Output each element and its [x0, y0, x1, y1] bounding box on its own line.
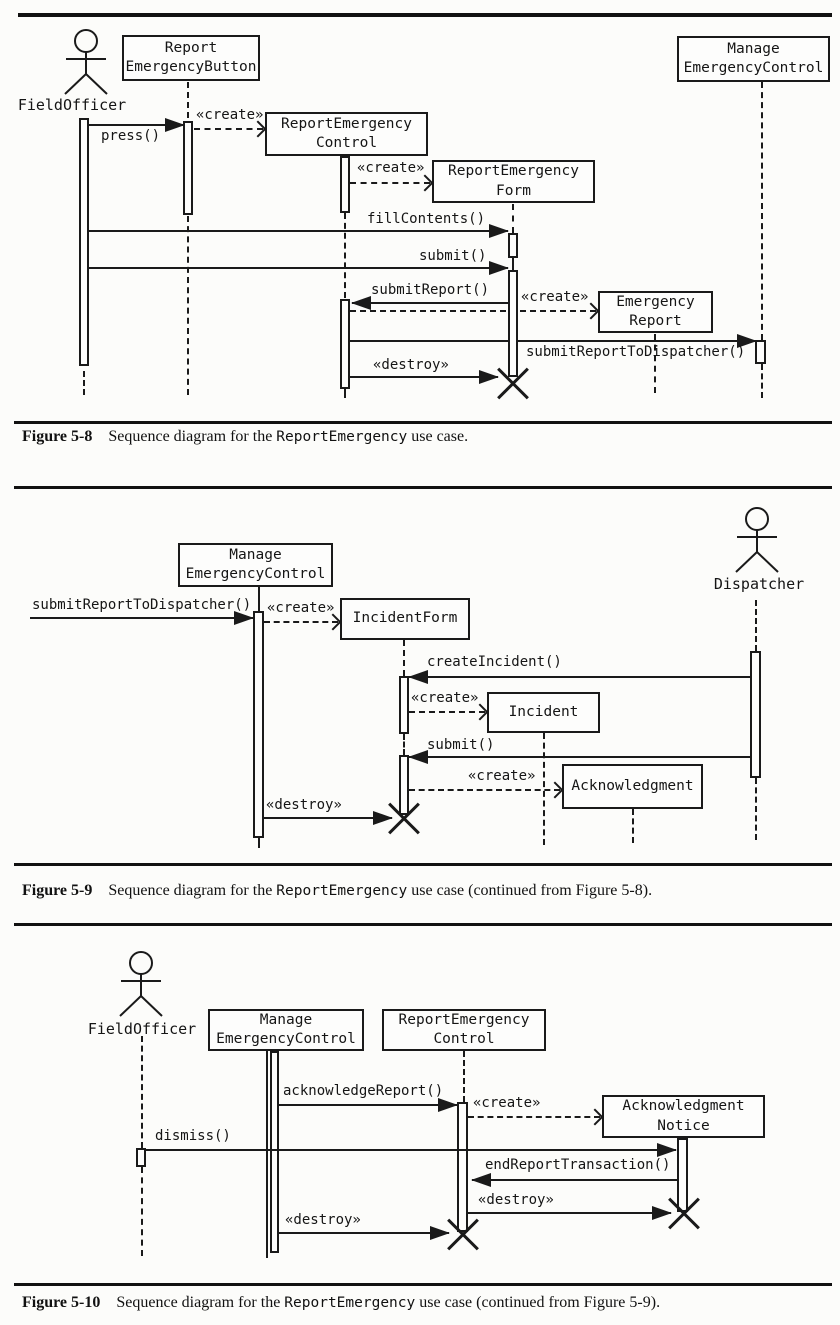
- message-submitreporttodispatcher-label: submitReportToDispatcher(): [32, 597, 252, 613]
- object-box-manage-emergency-control: Manage EmergencyControl: [208, 1009, 364, 1051]
- create-arrow-emergency-report: [350, 310, 596, 312]
- create-arrow-acknowledgment-notice: [468, 1116, 600, 1118]
- open-arrowhead-icon: [472, 704, 489, 721]
- destroy-x-icon: [664, 1192, 704, 1232]
- message-submit-label: submit(): [427, 737, 495, 753]
- message-submit-label: submit(): [419, 248, 487, 264]
- destroy-label: «destroy»: [266, 797, 342, 813]
- arrowhead-icon: [351, 296, 371, 310]
- lifeline-control: [344, 389, 346, 398]
- create-label: «create»: [196, 107, 264, 123]
- lifeline-fieldofficer: [83, 371, 85, 395]
- fig59-caption-number: Figure 5-9: [22, 882, 93, 899]
- actor-fieldofficer-icon: [109, 948, 173, 1018]
- create-label: «create»: [473, 1095, 541, 1111]
- activation-manage: [270, 1051, 279, 1253]
- object-box-manage-emergency-control: Manage EmergencyControl: [677, 36, 830, 82]
- activation-fieldofficer: [136, 1148, 146, 1167]
- message-submitreporttodispatcher-arrow: [30, 617, 253, 619]
- arrowhead-icon: [657, 1143, 677, 1157]
- fig510-caption-code: ReportEmergency: [284, 1295, 416, 1311]
- open-arrowhead-icon: [587, 1109, 604, 1126]
- activation-dispatcher: [750, 651, 761, 778]
- object-box-report-emergency-control: ReportEmergency Control: [265, 112, 428, 156]
- fig59-caption: [22, 882, 652, 900]
- activation-manage: [755, 340, 766, 364]
- lifeline-button: [187, 82, 189, 118]
- arrowhead-icon: [489, 224, 509, 238]
- lifeline-form: [512, 258, 514, 270]
- destroy-arrow-control: [279, 1232, 449, 1234]
- actor-dispatcher-label: Dispatcher: [713, 575, 805, 593]
- actor-fieldofficer-label: FieldOfficer: [17, 96, 127, 114]
- arrowhead-icon: [165, 118, 185, 132]
- message-createincident-arrow: [409, 676, 750, 678]
- object-box-incident: Incident: [487, 692, 600, 733]
- lifeline-acknowledgment: [632, 809, 634, 843]
- create-label: «create»: [357, 160, 425, 176]
- arrowhead-icon: [408, 670, 428, 684]
- lifeline-emergency-report: [654, 334, 656, 393]
- fig510-caption-top-rule: [14, 1283, 832, 1286]
- activation-form-1: [508, 233, 518, 258]
- lifeline-control: [463, 1051, 465, 1102]
- lifeline-form: [512, 204, 514, 233]
- message-endreporttransaction-label: endReportTransaction(): [485, 1157, 671, 1173]
- activation-control-1: [340, 156, 350, 213]
- create-arrow-form: [350, 182, 430, 184]
- create-arrow-incident-form: [264, 621, 338, 623]
- message-submitreporttodispatcher-arrow: [350, 340, 756, 342]
- message-submit-arrow: [89, 267, 508, 269]
- object-box-acknowledgment: Acknowledgment: [562, 764, 703, 809]
- object-box-acknowledgment-notice: Acknowledgment Notice: [602, 1095, 765, 1138]
- lifeline-control: [344, 213, 346, 298]
- open-arrowhead-icon: [417, 175, 434, 192]
- activation-control-2: [340, 299, 350, 389]
- fig58-caption: [22, 428, 468, 446]
- fig58-caption-text: Sequence diagram for the: [108, 428, 277, 445]
- lifeline-dispatcher: [755, 600, 757, 651]
- fig510-caption-number: Figure 5-10: [22, 1294, 101, 1311]
- create-label: «create»: [411, 690, 479, 706]
- fig59-caption-code: ReportEmergency: [276, 883, 408, 899]
- destroy-label: «destroy»: [285, 1212, 361, 1228]
- fig59-caption-text: use case (continued from Figure 5-8).: [407, 882, 653, 899]
- message-dismiss-arrow: [146, 1149, 676, 1151]
- object-box-incident-form: IncidentForm: [340, 598, 470, 640]
- top-rule: [18, 13, 832, 17]
- message-submit-arrow: [409, 756, 750, 758]
- message-acknowledgereport-arrow: [279, 1104, 457, 1106]
- lifeline-manage: [761, 364, 763, 398]
- destroy-label: «destroy»: [373, 357, 449, 373]
- open-arrowhead-icon: [250, 121, 267, 138]
- actor-fieldofficer-label: FieldOfficer: [87, 1020, 197, 1038]
- message-submitreport-arrow: [352, 302, 508, 304]
- lifeline-manage: [761, 82, 763, 340]
- create-arrow-acknowledgment: [409, 789, 560, 791]
- fig59-caption-text: Sequence diagram for the: [108, 882, 277, 899]
- activation-button: [183, 121, 193, 215]
- arrowhead-icon: [438, 1098, 458, 1112]
- activation-incident-form-1: [399, 676, 409, 734]
- message-submitreport-label: submitReport(): [371, 282, 490, 298]
- open-arrowhead-icon: [583, 303, 600, 320]
- destroy-label: «destroy»: [478, 1192, 554, 1208]
- object-box-emergency-report: Emergency Report: [598, 291, 713, 333]
- lifeline-manage: [258, 587, 260, 612]
- lifeline-dispatcher: [755, 778, 757, 840]
- object-box-report-emergency-button: Report EmergencyButton: [122, 35, 260, 81]
- create-label: «create»: [267, 600, 335, 616]
- message-createincident-label: createIncident(): [427, 654, 562, 670]
- create-arrow-incident: [409, 711, 485, 713]
- message-press-label: press(): [101, 128, 161, 144]
- fig58-caption-bottom-rule: [14, 486, 832, 489]
- destroy-arrow-form: [350, 376, 498, 378]
- lifeline-incident-form: [403, 640, 405, 676]
- activation-form-2: [508, 270, 518, 377]
- fig510-caption: [22, 1294, 660, 1312]
- lifeline-incident-form: [403, 734, 405, 755]
- create-arrow-control: [194, 128, 263, 130]
- message-press-arrow: [89, 124, 184, 126]
- object-box-report-emergency-form: ReportEmergency Form: [432, 160, 595, 203]
- lifeline-fieldofficer: [141, 1167, 143, 1256]
- destroy-arrow-acknowledgment-notice: [468, 1212, 671, 1214]
- message-endreporttransaction-arrow: [472, 1179, 677, 1181]
- open-arrowhead-icon: [325, 614, 342, 631]
- destroy-x-icon: [443, 1213, 483, 1253]
- message-submitreporttodispatcher-label: submitReportToDispatcher(): [526, 344, 746, 360]
- fig59-caption-top-rule: [14, 863, 832, 866]
- lifeline-fieldofficer: [141, 1036, 143, 1148]
- lifeline-manage: [266, 1051, 268, 1258]
- fig510-caption-text: Sequence diagram for the: [116, 1294, 285, 1311]
- lifeline-manage: [258, 838, 260, 848]
- message-acknowledgereport-label: acknowledgeReport(): [283, 1083, 444, 1099]
- arrowhead-icon: [408, 750, 428, 764]
- actor-fieldofficer-icon: [54, 26, 118, 96]
- message-fillcontents-arrow: [89, 230, 508, 232]
- destroy-x-icon: [384, 797, 424, 837]
- destroy-arrow-incident-form: [264, 817, 392, 819]
- fig58-caption-number: Figure 5-8: [22, 428, 93, 445]
- fig58-caption-code: ReportEmergency: [276, 429, 408, 445]
- destroy-x-icon: [493, 362, 533, 402]
- fig510-caption-text: use case (continued from Figure 5-9).: [415, 1294, 661, 1311]
- activation-manage: [253, 611, 264, 838]
- arrowhead-icon: [471, 1173, 491, 1187]
- object-box-report-emergency-control: ReportEmergency Control: [382, 1009, 546, 1051]
- lifeline-button: [187, 216, 189, 395]
- create-label: «create»: [521, 289, 589, 305]
- fig58-caption-text: use case.: [407, 428, 469, 445]
- arrowhead-icon: [234, 611, 254, 625]
- fig58-caption-top-rule: [14, 421, 832, 424]
- object-box-manage-emergency-control: Manage EmergencyControl: [178, 543, 333, 587]
- message-fillcontents-label: fillContents(): [367, 211, 486, 227]
- activation-fieldofficer: [79, 118, 89, 366]
- arrowhead-icon: [489, 261, 509, 275]
- actor-dispatcher-icon: [725, 504, 789, 574]
- fig59-caption-bottom-rule: [14, 923, 832, 926]
- message-dismiss-label: dismiss(): [155, 1128, 231, 1144]
- create-label: «create»: [468, 768, 536, 784]
- open-arrowhead-icon: [547, 782, 564, 799]
